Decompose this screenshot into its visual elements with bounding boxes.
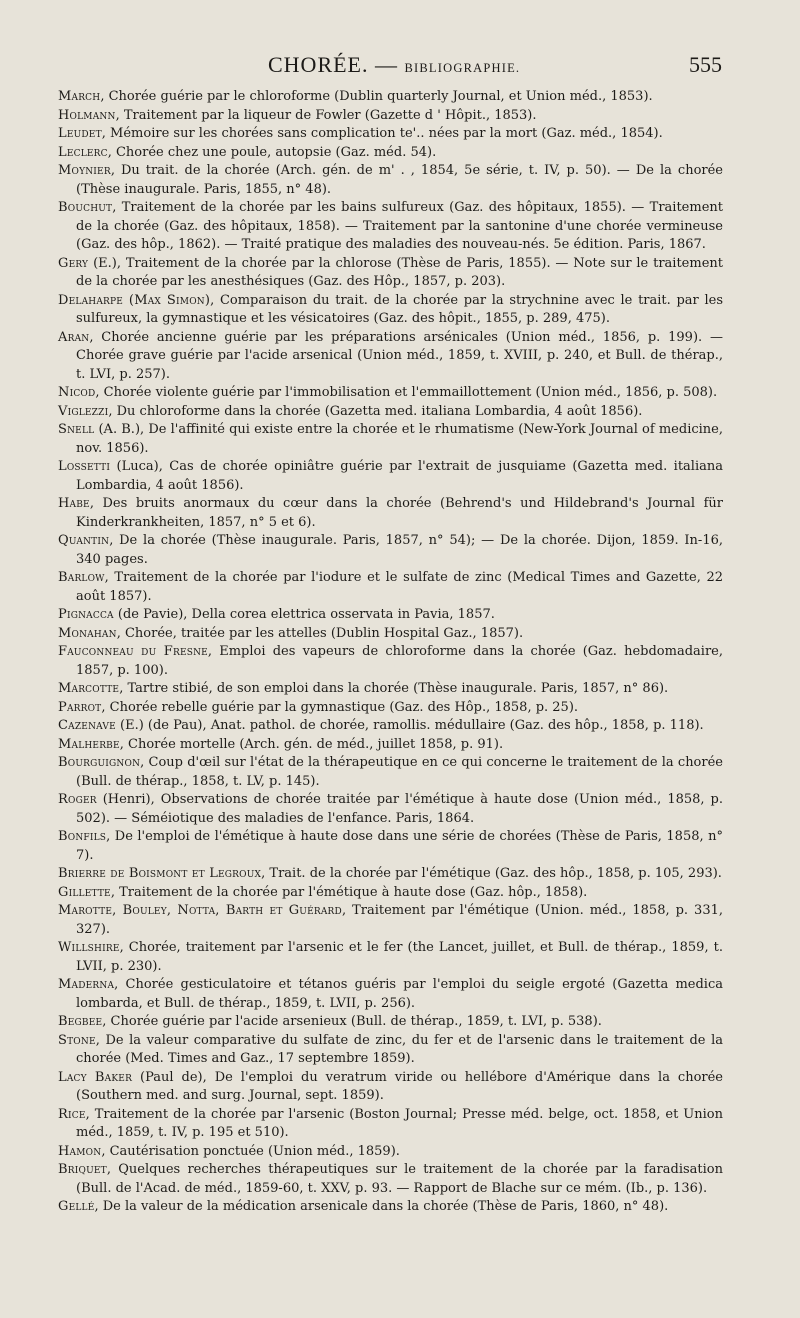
entry-text: , Tartre stibié, de son emploi dans la chorée (Thèse inaugurale. Paris, 1857, n° 86). [119,681,669,696]
entry-text: , Traitement de la chorée par les bains sulfureux (Gaz. des hôpitaux, 1855). — Traitement de la chorée (Gaz. des hôpitaux, 1858). — Traitement par la santonine d'une chorée vermineuse (Gaz. des hôp., 1862). — Traité pratique des maladies des nouveau-nés. 5e édition. Paris, 1867. [76,200,723,252]
entry-text: , De la valeur comparative du sulfate de zinc, du fer et de l'arsenic dans le traitement de la chorée (Med. Times and Gaz., 17 septembre 1859). [76,1032,723,1066]
entry-text: , Cautérisation ponctuée (Union méd., 1859). [101,1143,400,1159]
entry-text: , Chorée ancienne guérie par les préparations arsénicales (Union méd., 1856, p. 199). — Chorée grave guérie par l'acide arsenical (Union méd., 1859, t. XVIII, p. 240, et Bull. de thérap., t. LVI, p. 257). [76,329,723,382]
bibliography-entry [58,292,723,329]
bibliography-entry [58,699,723,718]
entry-text: (Paul de), De l'emploi du veratrum viride ou hellébore d'Amérique dans la chorée (Southern med. and surg. Journal, sept. 1859). [76,1069,723,1103]
entry-text: , De la valeur de la médication arsenicale dans la chorée (Thèse de Paris, 1860, n° 48). [94,1199,669,1214]
entry-text: , Traitement de la chorée par l'iodure et le sulfate de zinc (Medical Times and Gazette, 22 août 1857). [76,570,723,604]
entry-text: , Du chloroforme dans la chorée (Gazetta med. italiana Lombardia, 4 août 1856). [108,403,643,419]
entry-author: Moynier [58,163,111,178]
entry-author: Lacy Baker [58,1069,133,1085]
entry-author: Habe [58,496,90,511]
entry-author: Bouchut [58,200,113,215]
entry-author: Delaharpe (Max Simon) [58,292,211,308]
bibliography-entry [58,939,723,976]
entry-text: , De l'emploi de l'émétique à haute dose dans une série de chorées (Thèse de Paris, 1858, n° 7). [76,829,723,863]
bibliography-entry [58,199,723,255]
bibliography-entry [58,458,723,495]
entry-author: Leclerc [58,144,108,160]
entry-author: Bourguignon [58,755,141,770]
entry-text: (A. B.), De l'affinité qui existe entre la chorée et le rhumatisme (New-York Journal of medicine, nov. 1856). [76,422,723,456]
bibliography-entry [58,625,723,644]
bibliography-entry [58,421,723,458]
running-title-section: BIBLIOGRAPHIE. [404,61,521,75]
entry-author: Brierre de Boismont et Legroux [58,866,262,881]
entry-text: , Des bruits anormaux du cœur dans la chorée (Behrend's und Hildebrand's Journal für Kinderkrankheiten, 1857, n° 5 et 6). [76,496,723,530]
bibliography-entry [58,144,723,163]
entry-author: Gery [58,255,89,271]
entry-text: , Mémoire sur les chorées sans complication te'.. nées par la mort (Gaz. méd., 1854). [101,126,663,141]
entry-author: Maderna [58,977,115,992]
bibliography-entry [58,329,723,385]
entry-text: (de Pavie), Della corea elettrica osservata in Pavia, 1857. [113,607,495,622]
bibliography-entry [58,643,723,680]
entry-text: , Quelques recherches thérapeutiques sur le traitement de la chorée par la faradisation (Bull. de l'Acad. de méd., 1859-60, t. XXV, p. 93. — Rapport de Blache sur ce mém. (Ib., p. 136). [76,1162,723,1196]
bibliography-entry [58,162,723,199]
bibliography-entry [58,717,723,736]
entry-text: , Du trait. de la chorée (Arch. gén. de m' . , 1854, 5e série, t. IV, p. 50). — De la chorée (Thèse inaugurale. Paris, 1855, n° 48). [76,163,723,197]
entry-text: , Comparaison du trait. de la chorée par la strychnine avec le trait. par les sulfureux, la gymnastique et les vésicatoires (Gaz. des hôpit., 1855, p. 289, 475). [76,292,723,326]
bibliography-entry [58,791,723,828]
bibliography-entry [58,403,723,422]
bibliography-entry [58,88,723,107]
bibliography-entry [58,606,723,625]
bibliography-entry [58,680,723,699]
bibliography-entry [58,107,723,126]
bibliography-entry [58,865,723,884]
bibliography-entry [58,1032,723,1069]
entry-author: Monahan [58,625,117,641]
entry-author: Begbee [58,1014,103,1029]
entry-author: Cazenave [58,718,116,733]
entry-text: , Chorée rebelle guérie par la gymnastique (Gaz. des Hôp., 1858, p. 25). [101,699,579,715]
bibliography-entry [58,569,723,606]
entry-text: , Traitement de la chorée par l'arsenic (Boston Journal; Presse méd. belge, oct. 1858, et Union méd., 1859, t. IV, p. 195 et 510). [76,1106,723,1140]
entry-author: Rice [58,1106,86,1122]
bibliography-entry [58,384,723,403]
entry-text: , Traitement par la liqueur de Fowler (Gazette d ' Hôpit., 1853). [115,107,537,123]
entry-author: Malherbe [58,736,120,752]
entry-text: (E.) (de Pau), Anat. pathol. de chorée, ramollis. médullaire (Gaz. des hôp., 1858, p. 118). [115,718,704,733]
bibliography-entry [58,125,723,144]
bibliography-entry [58,495,723,532]
page-number: 555 [689,52,722,77]
entry-author: Marotte, Bouley, Notta, Barth et Guérard [58,903,342,918]
entry-author: Pignacca [58,607,114,622]
entry-author: Hamon [58,1143,102,1159]
entry-text: , Chorée mortelle (Arch. gén. de méd., juillet 1858, p. 91). [119,736,504,752]
entry-author: Gellé [58,1199,95,1214]
entry-author: Briquet [58,1162,107,1177]
entry-text: , De la chorée (Thèse inaugurale. Paris, 1857, n° 54); — De la chorée. Dijon, 1859. In-16, 340 pages. [76,533,723,567]
bibliography-entry [58,828,723,865]
bibliography-entry [58,976,723,1013]
entry-author: Viglezzi [58,403,109,419]
entry-author: Fauconneau du Fresne [58,644,208,659]
entry-text: , Coup d'œil sur l'état de la thérapeutique en ce qui concerne le traitement de la chorée (Bull. de thérap., 1858, t. LV, p. 145). [76,755,723,789]
entry-text: , Chorée, traitée par les attelles (Dublin Hospital Gaz., 1857). [116,625,524,641]
entry-author: Roger [58,792,97,807]
entry-author: Aran [58,329,90,345]
entry-author: Quantin [58,533,110,548]
entry-text: , Chorée gesticulatoire et tétanos guéris par l'emploi du seigle ergoté (Gazetta medica lombarda, et Bull. de thérap., 1859, t. LVII, p. 256). [76,977,723,1011]
entry-author: Bonfils [58,829,107,844]
entry-text: , Chorée guérie par l'acide arsenieux (Bull. de thérap., 1859, t. LVI, p. 538). [102,1014,602,1029]
entry-author: Nicod [58,385,96,400]
bibliography-entry [58,1013,723,1032]
entry-text: , Trait. de la chorée par l'émétique (Gaz. des hôp., 1858, p. 105, 293). [261,866,722,881]
entry-text: , Traitement de la chorée par l'émétique à haute dose (Gaz. hôp., 1858). [110,884,588,900]
running-title [268,52,520,78]
entry-author: Stone [58,1032,96,1048]
entry-author: Holmann [58,107,116,123]
bibliography-entry [58,255,723,292]
entry-author: Lossetti [58,459,111,474]
bibliography-entry [58,736,723,755]
bibliography-entry [58,1106,723,1143]
bibliography-entry [58,754,723,791]
entry-author: Gillette [58,884,111,900]
entry-text: , Chorée, traitement par l'arsenic et le fer (the Lancet, juillet, et Bull. de thérap., 1859, t. LVII, p. 230). [76,940,723,974]
entry-author: Barlow [58,570,105,585]
entry-author: Snell [58,422,95,437]
entry-author: Leudet [58,126,102,141]
entry-text: , Chorée guérie par le chloroforme (Dublin quarterly Journal, et Union méd., 1853). [100,89,653,104]
entry-text: , Traitement par l'émétique (Union. méd., 1858, p. 331, 327). [76,903,723,937]
bibliography-entry [58,532,723,569]
entry-text: (Luca), Cas de chorée opiniâtre guérie par l'extrait de jusquiame (Gazetta med. italiana Lombardia, 4 août 1856). [76,459,723,493]
bibliography-entry [58,902,723,939]
entry-text: (Henri), Observations de chorée traitée par l'émétique à haute dose (Union méd., 1858, p. 502). — Séméiotique des maladies de l'enfance. Paris, 1864. [76,792,723,826]
bibliography-entry [58,1069,723,1106]
running-title-main: CHORÉE. — [268,52,405,77]
page-header [58,52,722,82]
bibliography-list [58,88,723,1217]
entry-author: Marcotte [58,681,120,696]
bibliography-entry [58,884,723,903]
entry-text: , Chorée chez une poule, autopsie (Gaz. méd. 54). [107,144,437,160]
bibliography-entry [58,1161,723,1198]
entry-text: , Emploi des vapeurs de chloroforme dans la chorée (Gaz. hebdomadaire, 1857, p. 100). [76,644,723,678]
entry-author: Willshire [58,940,120,955]
entry-text: (E.), Traitement de la chorée par la chlorose (Thèse de Paris, 1855). — Note sur le traitement de la chorée par les anesthésiques (Gaz. des Hôp., 1857, p. 203). [76,255,723,289]
entry-text: , Chorée violente guérie par l'immobilisation et l'emmaillottement (Union méd., 1856, p. 508). [95,385,718,400]
bibliography-entry [58,1143,723,1162]
bibliography-entry [58,1198,723,1217]
entry-author: March [58,89,101,104]
entry-author: Parrot [58,699,102,715]
